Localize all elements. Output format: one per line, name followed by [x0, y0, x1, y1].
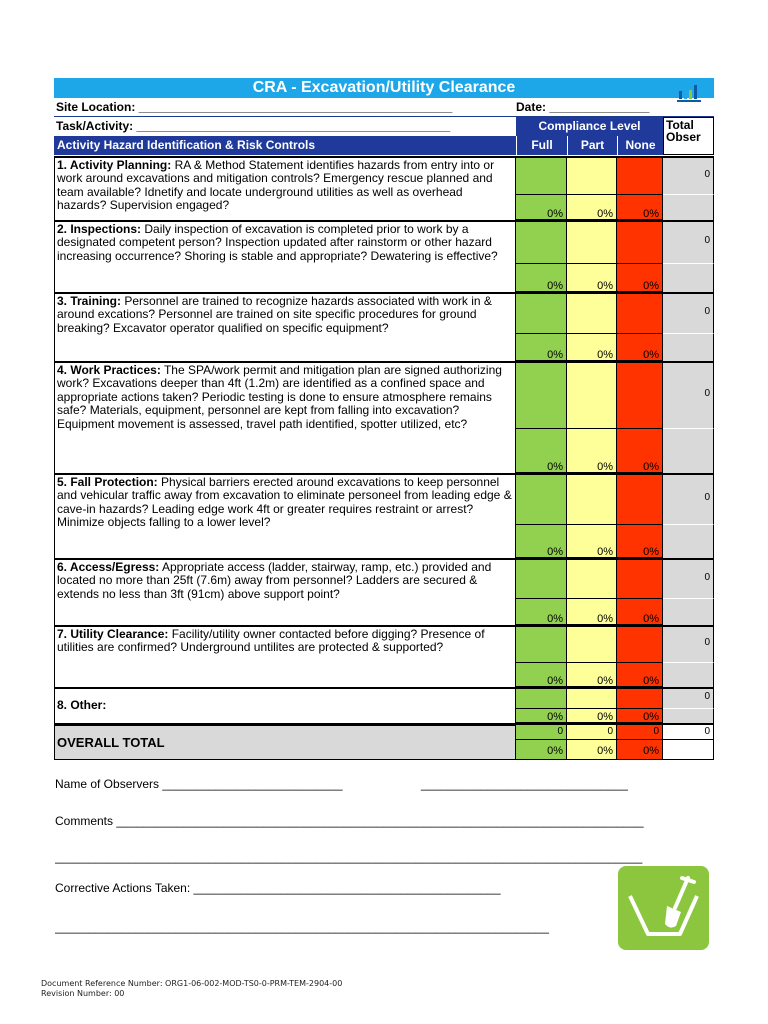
- item-total-observations: 0: [663, 560, 714, 599]
- item-part-percent: 0%: [567, 334, 617, 361]
- item-total-observations: 0: [663, 475, 714, 525]
- item-part-input[interactable]: [567, 222, 617, 264]
- date-field[interactable]: Date: _______________: [516, 100, 650, 114]
- item-text-cell: [54, 689, 516, 723]
- item-part-percent: 0%: [567, 709, 617, 723]
- observers-field[interactable]: Name of Observers ___________________________: [55, 777, 343, 791]
- item-total-blank: [663, 525, 714, 558]
- item-description: Facility/utility owner contacted before digging? Presence of utilities are confirmed? Underground untilites are protected & supported?: [57, 627, 485, 655]
- item-description: Personnel are trained to recognize hazards associated with work in & around excations? Personnel are trained on site specific procedures for ground breaking? Excavator operator qualified on specific equipment?: [57, 294, 492, 335]
- item-full-input[interactable]: [516, 158, 567, 195]
- item-full-percent: 0%: [516, 663, 567, 687]
- overall-count-total: 0: [663, 725, 714, 740]
- item-total-blank: [663, 264, 714, 292]
- item-text-cell: [54, 627, 516, 687]
- compliance-level-header: Compliance Level: [516, 117, 663, 136]
- item-text-cell: [54, 560, 516, 625]
- item-part-input[interactable]: [567, 158, 617, 195]
- item-total-observations: 0: [663, 363, 714, 429]
- item-none-input[interactable]: [617, 158, 663, 195]
- item-full-input[interactable]: [516, 475, 567, 525]
- item-none-percent: 0%: [617, 195, 663, 220]
- item-part-input[interactable]: [567, 689, 617, 709]
- item-part-input[interactable]: [567, 475, 617, 525]
- form-title: CRA - Excavation/Utility Clearance: [54, 78, 714, 98]
- overall-count-none: 0: [617, 725, 663, 740]
- item-total-observations: 0: [663, 294, 714, 334]
- item-none-percent: 0%: [617, 709, 663, 723]
- overall-count-part: 0: [567, 725, 617, 740]
- item-none-input[interactable]: [617, 475, 663, 525]
- col-part-header: Part: [567, 136, 617, 155]
- item-total-blank: [663, 599, 714, 625]
- task-activity-field[interactable]: Task/Activity: _______________________________________________: [56, 119, 451, 133]
- item-title: 8. Other:: [57, 698, 107, 712]
- item-title: 6. Access/Egress:: [57, 560, 160, 574]
- item-total-observations: 0: [663, 222, 714, 264]
- revision-number: Revision Number: 00: [41, 989, 125, 998]
- item-part-percent: 0%: [567, 663, 617, 687]
- item-title: 5. Fall Protection:: [57, 475, 158, 489]
- item-none-percent: 0%: [617, 334, 663, 361]
- item-full-percent: 0%: [516, 334, 567, 361]
- item-title: 3. Training:: [57, 294, 122, 308]
- item-part-percent: 0%: [567, 264, 617, 292]
- item-title: 2. Inspections:: [57, 222, 142, 236]
- cra-form: [54, 78, 714, 760]
- col-none-header: None: [617, 136, 663, 155]
- document-reference: Document Reference Number: ORG1-06-002-MOD-TS0-0-PRM-TEM-2904-00: [41, 979, 343, 988]
- item-text-cell: [54, 222, 516, 292]
- item-full-input[interactable]: [516, 689, 567, 709]
- comments-field-2[interactable]: ________________________________________________________________________________________: [55, 850, 643, 864]
- item-total-blank: [663, 334, 714, 361]
- item-none-input[interactable]: [617, 560, 663, 599]
- item-full-percent: 0%: [516, 525, 567, 558]
- section-title: Activity Hazard Identification & Risk Controls: [54, 136, 516, 155]
- item-text-cell: [54, 158, 516, 220]
- item-part-input[interactable]: [567, 363, 617, 429]
- item-total-blank: [663, 663, 714, 687]
- item-part-input[interactable]: [567, 560, 617, 599]
- item-part-percent: 0%: [567, 429, 617, 473]
- item-full-percent: 0%: [516, 429, 567, 473]
- item-full-percent: 0%: [516, 599, 567, 625]
- item-part-percent: 0%: [567, 195, 617, 220]
- col-full-header: Full: [516, 136, 567, 155]
- overall-count-full: 0: [516, 725, 567, 740]
- item-none-percent: 0%: [617, 599, 663, 625]
- item-none-input[interactable]: [617, 363, 663, 429]
- item-total-blank: [663, 709, 714, 723]
- corrective-actions-field-2[interactable]: __________________________________________________________________________: [55, 920, 549, 934]
- item-full-input[interactable]: [516, 294, 567, 334]
- item-none-input[interactable]: [617, 689, 663, 709]
- item-text-cell: [54, 475, 516, 558]
- item-none-input[interactable]: [617, 222, 663, 264]
- item-description: RA & Method Statement identifies hazards from entry into or work around excavations and mitigation controls? Emergency rescue planned and team available? Idnetify and locate underground utilities as well as overhead hazards? Supervision engaged?: [57, 158, 495, 213]
- table-top-border: [54, 156, 714, 158]
- item-description: Daily inspection of excavation is completed prior to work by a designated competent person? Inspection updated after rainstorm or other hazard increasing occurrence? Shoring is stable and appropriate? Dewatering is effective?: [57, 222, 498, 263]
- total-obser-header: Total Obser: [663, 117, 714, 155]
- item-title: 1. Activity Planning:: [57, 158, 172, 172]
- item-part-input[interactable]: [567, 627, 617, 663]
- item-part-percent: 0%: [567, 599, 617, 625]
- comments-field[interactable]: Comments _______________________________________________________________________________: [55, 814, 644, 828]
- overall-pct-none: 0%: [617, 740, 663, 760]
- observers-field-2[interactable]: _______________________________: [421, 777, 628, 791]
- overall-total-label: OVERALL TOTAL: [57, 735, 165, 750]
- overall-pct-full: 0%: [516, 740, 567, 760]
- item-description: Appropriate access (ladder, stairway, ramp, etc.) provided and located no more than 25ft (7.6m) away from personnel? Ladders are secured & extends no less than 3ft (91cm) above support point?: [57, 560, 492, 601]
- corrective-actions-field[interactable]: Corrective Actions Taken: ______________________________________________: [55, 881, 501, 895]
- item-full-input[interactable]: [516, 222, 567, 264]
- item-text-cell: [54, 363, 516, 473]
- item-none-percent: 0%: [617, 525, 663, 558]
- item-part-percent: 0%: [567, 525, 617, 558]
- item-none-percent: 0%: [617, 663, 663, 687]
- item-title: 4. Work Practices:: [57, 363, 161, 377]
- item-full-input[interactable]: [516, 560, 567, 599]
- item-total-blank: [663, 195, 714, 220]
- item-full-input[interactable]: [516, 363, 567, 429]
- site-location-field[interactable]: Site Location: _______________________________________________: [56, 100, 453, 114]
- overall-total-label-cell: [54, 725, 516, 760]
- item-title: 7. Utility Clearance:: [57, 627, 169, 641]
- item-full-input[interactable]: [516, 627, 567, 663]
- excavation-shovel-icon: [618, 866, 709, 950]
- item-total-blank: [663, 429, 714, 473]
- item-full-percent: 0%: [516, 264, 567, 292]
- item-part-input[interactable]: [567, 294, 617, 334]
- item-none-input[interactable]: [617, 294, 663, 334]
- item-text-cell: [54, 294, 516, 361]
- item-full-percent: 0%: [516, 195, 567, 220]
- item-none-input[interactable]: [617, 627, 663, 663]
- item-none-percent: 0%: [617, 429, 663, 473]
- item-full-percent: 0%: [516, 709, 567, 723]
- item-description: The SPA/work permit and mitigation plan are signed authorizing work? Excavations deeper than 4ft (1.2m) are identified as a confined space and appropriate actions taken? Periodic testing is done to ensure atmosphere remains safe? Materials, equipment, personnel are kept from falling into excavation? Equipment movement is assessed, travel path identified, spotter utilized, etc?: [57, 363, 502, 431]
- item-total-observations: 0: [663, 689, 714, 709]
- item-none-percent: 0%: [617, 264, 663, 292]
- item-total-observations: 0: [663, 158, 714, 195]
- overall-pct-part: 0%: [567, 740, 617, 760]
- item-total-observations: 0: [663, 627, 714, 663]
- overall-total-blank: [663, 740, 714, 760]
- item-description: Physical barriers erected around excavations to keep personnel and vehicular traffic away from excavation to eliminate personeel from leading edge & cave-in hazards? Leading edge work 4ft or greater requires restraint or arrest? Minimize objects falling to a lower level?: [57, 475, 512, 530]
